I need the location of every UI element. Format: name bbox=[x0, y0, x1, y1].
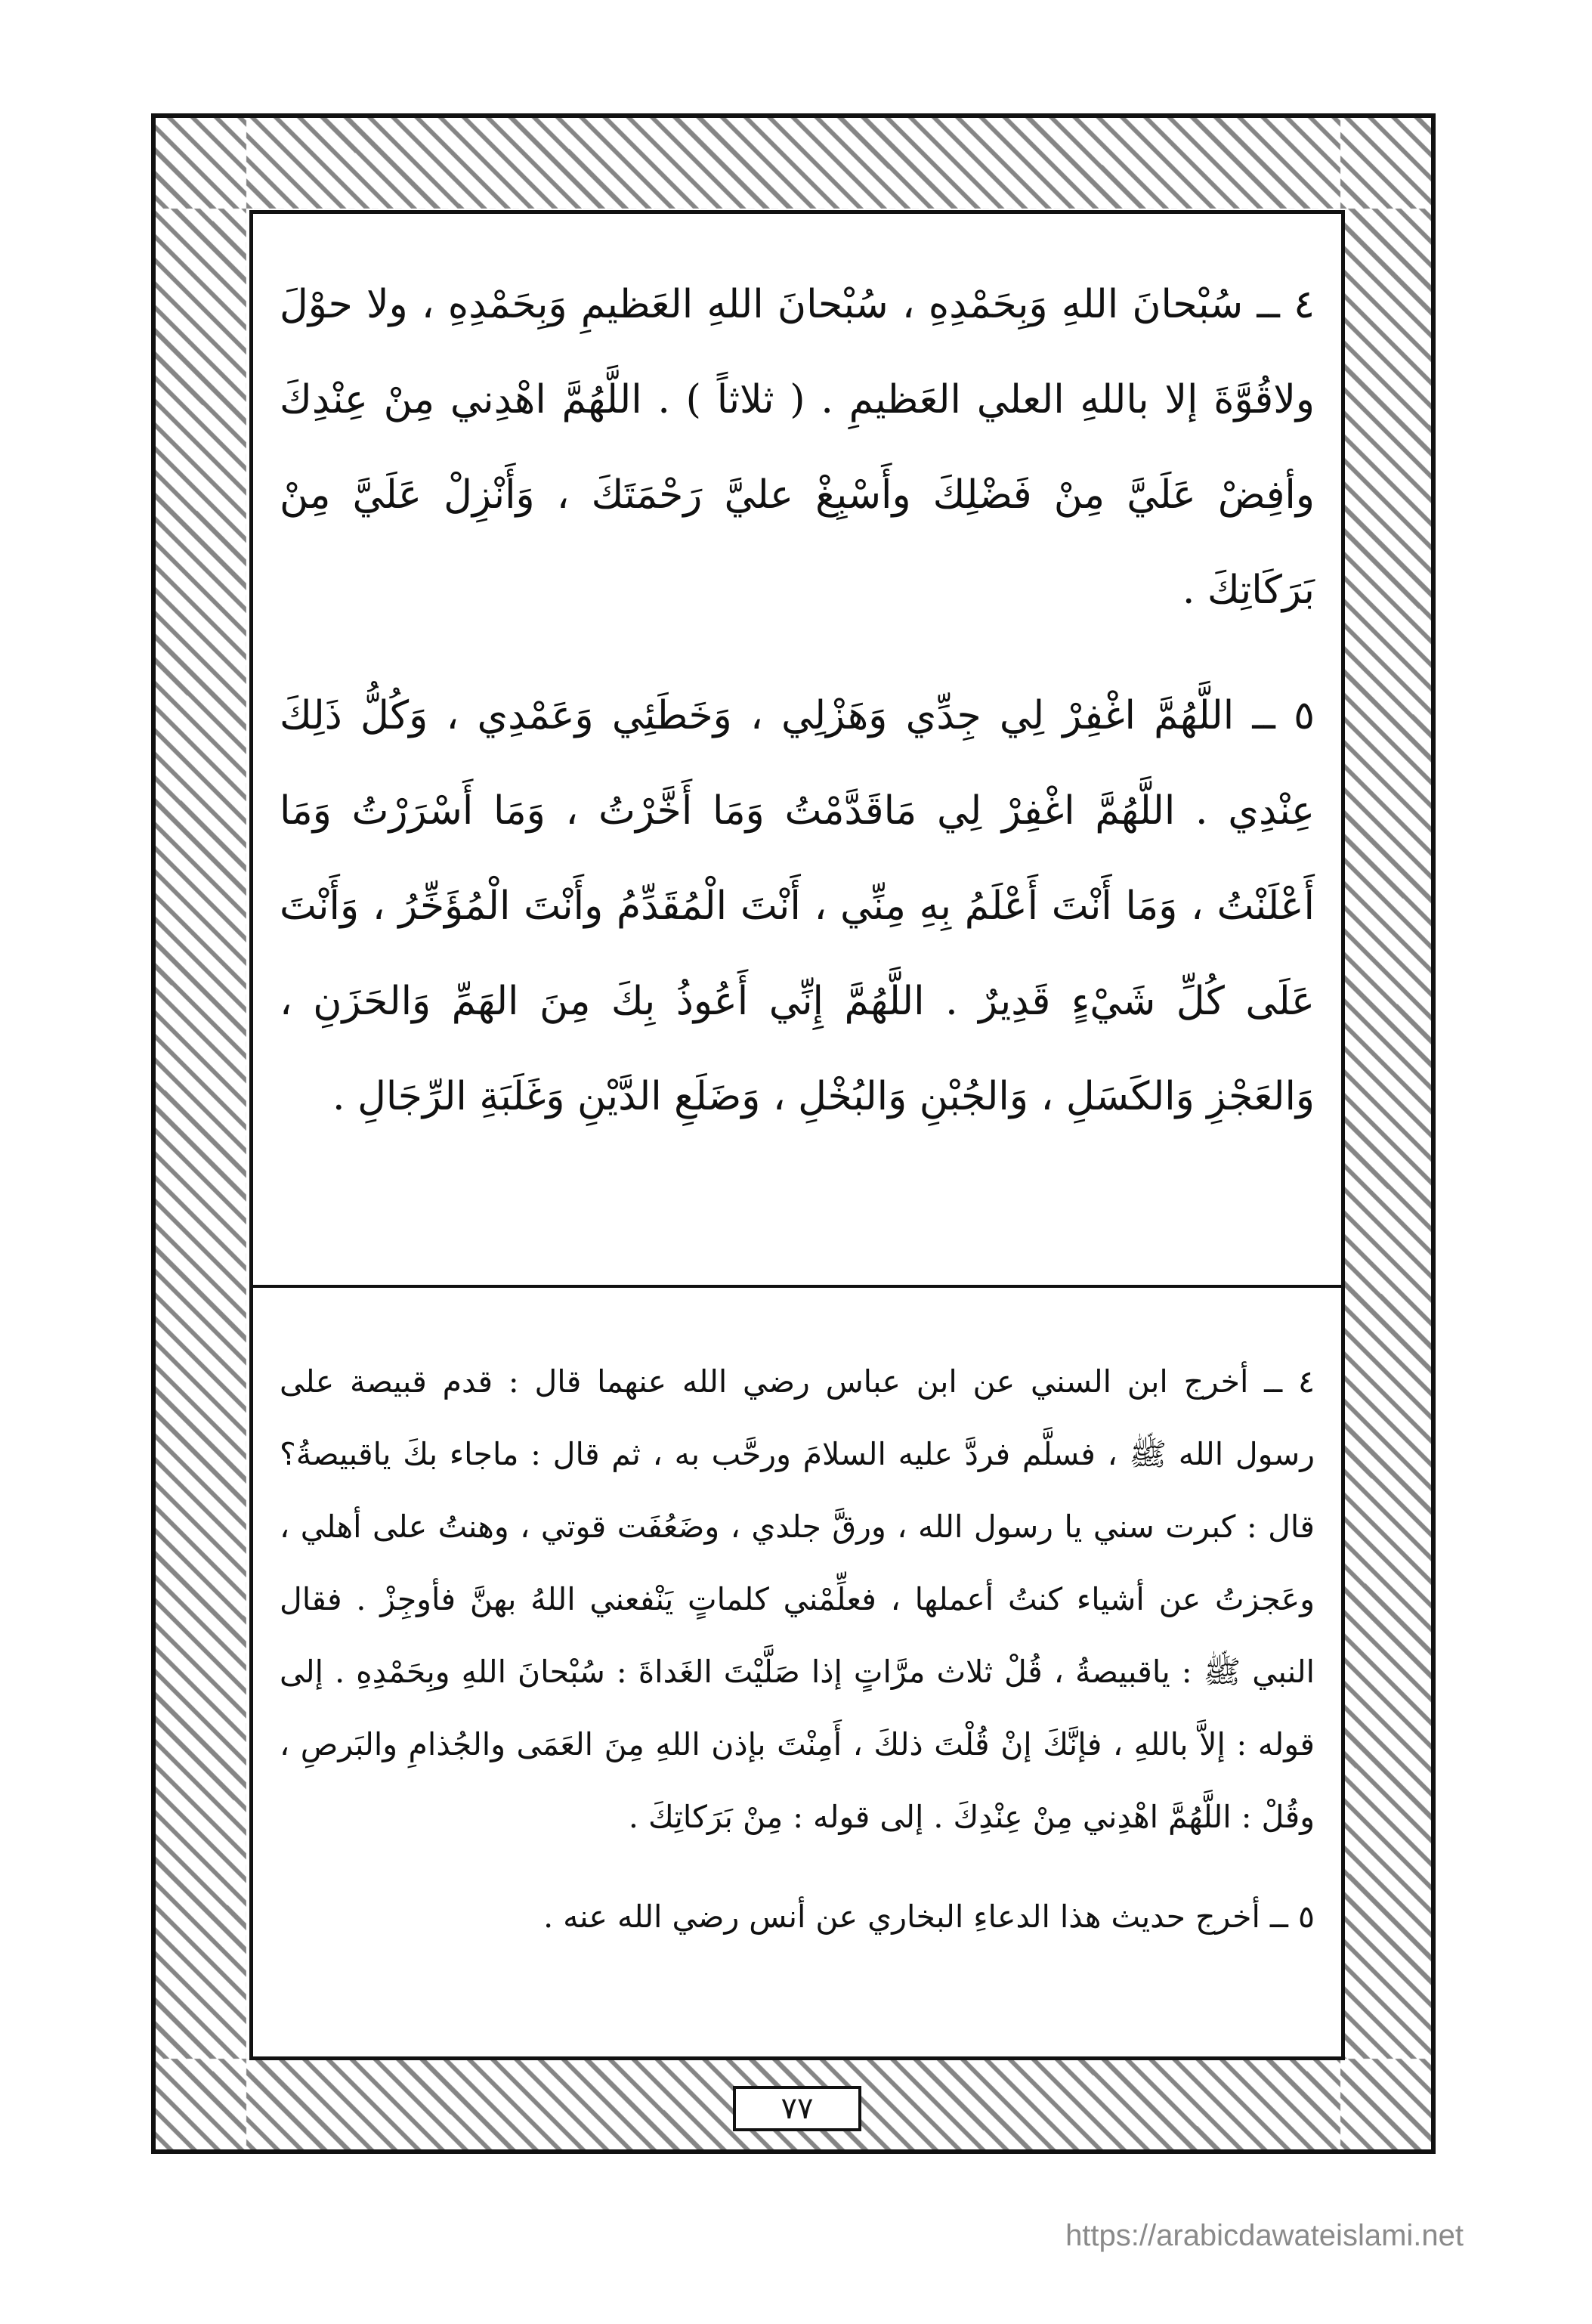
main-text-block bbox=[280, 257, 1315, 1174]
watermark-url: https://arabicdawateislami.net bbox=[1065, 2219, 1464, 2252]
main-paragraph-5: ٥ ــ اللَّهُمَّ اغْفِرْ لِي جِدِّي وَهَزْلِي ، وَخَطَئِي وَعَمْدِي ، وَكُلُّ ذَلِكَ عِنْدِي . اللَّهُمَّ اغْفِرْ لِي مَاقَدَّمْتُ وَمَا أَخَّرْتُ ، وَمَا أَسْرَرْتُ وَمَا أَعْلَنْتُ ، وَمَا أَنْتَ أَعْلَمُ بِهِ مِنِّي ، أَنْتَ الْمُقَدِّمُ وأَنْتَ الْمُؤَخِّرُ ، وَأَنْتَ عَلَى كُلِّ شَيْءٍ قَدِيرٌ . اللَّهُمَّ إِنِّي أَعُوذُ بِكَ مِنَ الهَمِّ وَالحَزَنِ ، وَالعَجْزِ وَالكَسَلِ ، وَالجُبْنِ وَالبُخْلِ ، وَضَلَعِ الدَّيْنِ وَغَلَبَةِ الرِّجَالِ . bbox=[280, 693, 1315, 1119]
main-paragraph-4: ٤ ــ سُبْحانَ اللهِ وَبِحَمْدِهِ ، سُبْحانَ اللهِ العَظيمِ وَبِحَمْدِهِ ، ولا حوْلَ ولاقُوَّةَ إلا باللهِ العلي العَظيمِ . ( ثلاثاً ) . اللَّهُمَّ اهْدِني مِنْ عِنْدِكَ وأفِضْ عَلَيَّ مِنْ فَضْلِكَ وأَسْبِغْ عليَّ رَحْمَتَكَ ، وَأَنْزِلْ عَلَيَّ مِنْ بَرَكَاتِكَ . bbox=[280, 282, 1315, 613]
footnote-divider bbox=[249, 1285, 1345, 1288]
footnote-4: ٤ ــ أخرج ابن السني عن ابن عباس رضي الله عنهما قال : قدم قبيصة على رسول الله ﷺ ، فسلَّم فردَّ عليه السلامَ ورحَّب به ، ثم قال : ماجاء بكَ ياقبيصةُ؟ قال : كبرت سني يا رسول الله ، ورقَّ جلدي ، وضَعُفَت قوتي ، وهنتُ على أهلي ، وعَجزتُ عن أشياء كنتُ أعملها ، فعلِّمْني كلماتٍ يَنْفعني اللهُ بهنَّ فأوجِزْ . فقال النبي ﷺ : ياقبيصةُ ، قُلْ ثلاث مرَّاتٍ إذا صَلَّيْتَ الغَداةَ : سُبْحانَ اللهِ وبِحَمْدِهِ . إلى قوله : إلاَّ باللهِ ، فإنَّكَ إنْ قُلْتَ ذلكَ ، أَمِنْتَ بإذن اللهِ مِنَ العَمَى والجُذامِ والبَرصِ ، وقُلْ : اللَّهُمَّ اهْدِني مِنْ عِنْدِكَ . إلى قوله : مِنْ بَرَكاتِكَ . bbox=[280, 1363, 1315, 1835]
page-number: ٧٧ bbox=[733, 2086, 861, 2131]
footnotes-block bbox=[280, 1345, 1315, 1980]
footnote-5: ٥ ــ أخرج حديث هذا الدعاءِ البخاري عن أنس رضي الله عنه . bbox=[543, 1899, 1315, 1935]
